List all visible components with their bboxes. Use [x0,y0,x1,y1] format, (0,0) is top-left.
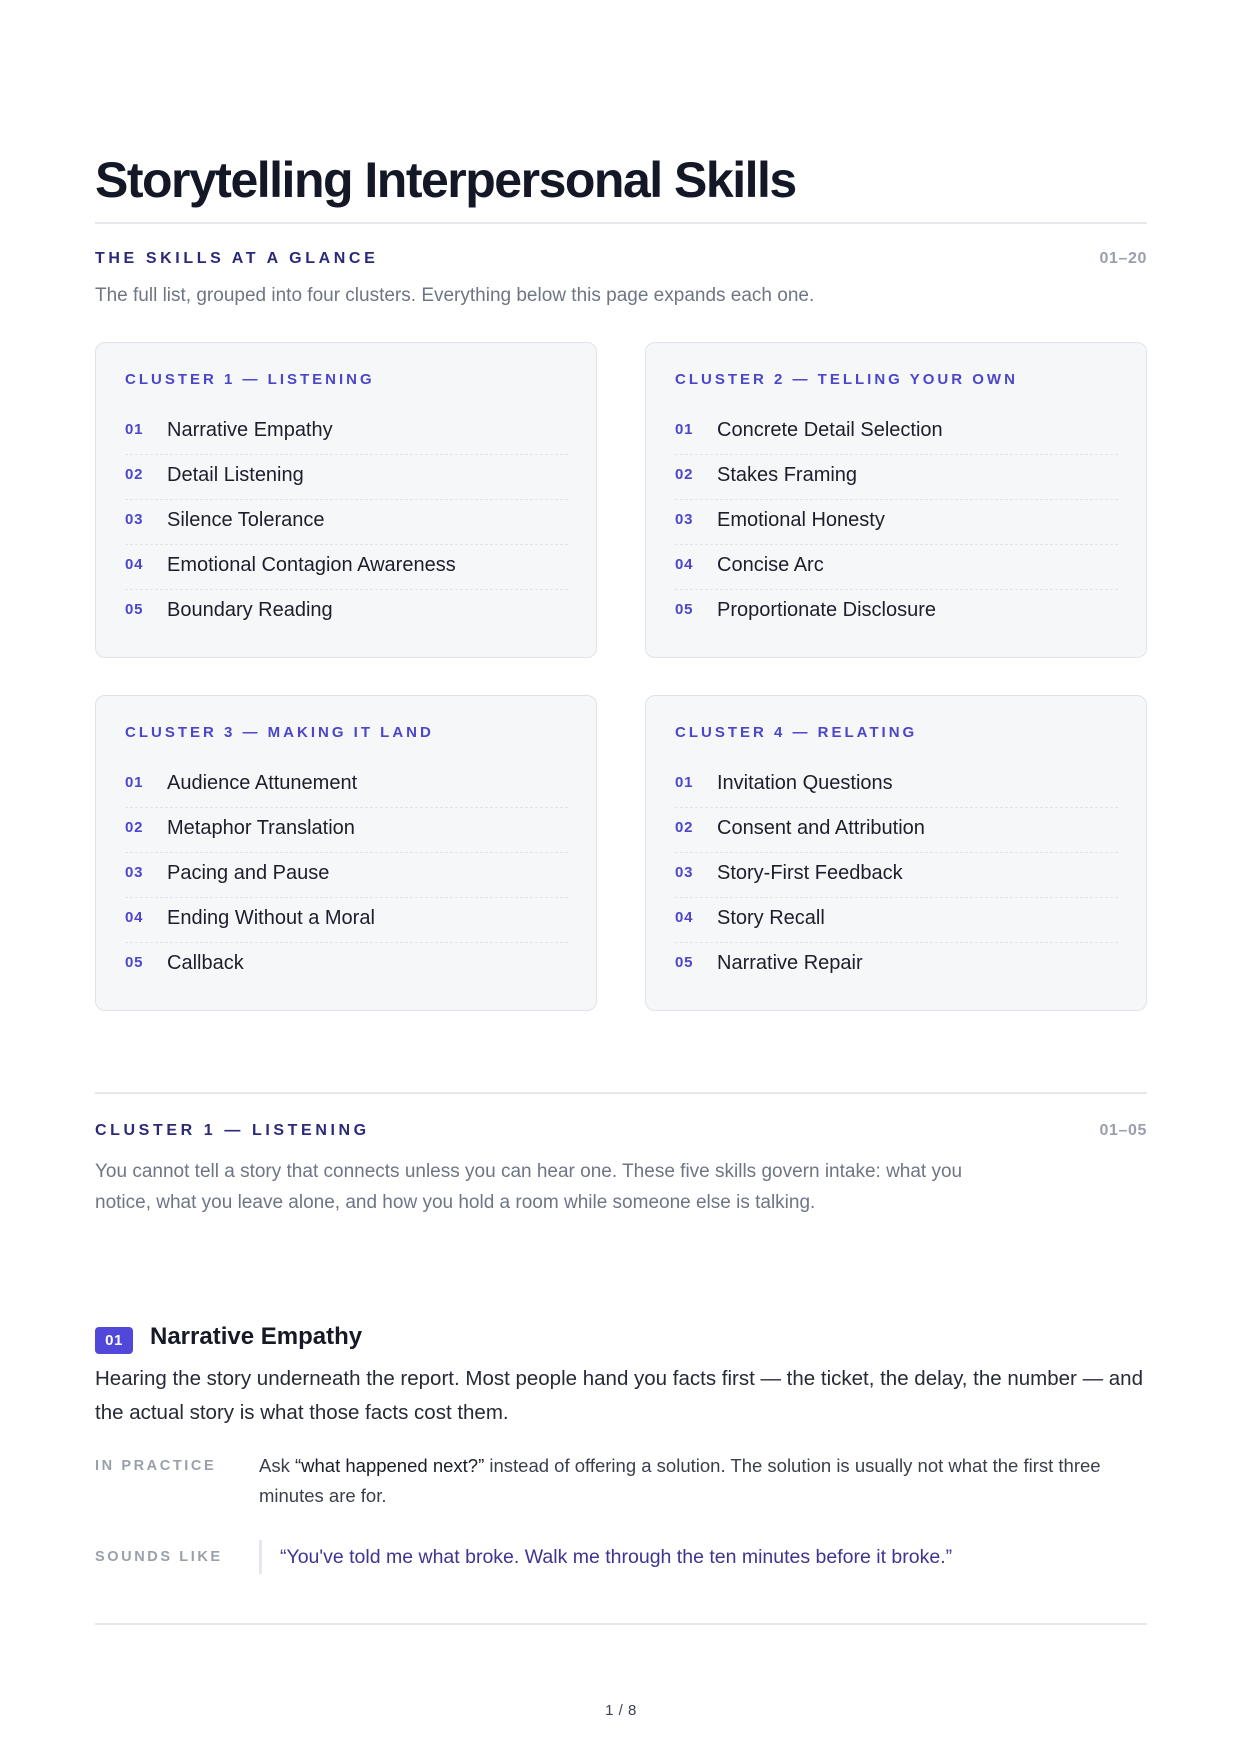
skill-number: 02 [675,466,694,483]
skill-number: 04 [125,556,144,573]
list-item [675,590,1118,635]
section-heading: CLUSTER 1 — LISTENING [95,1122,370,1139]
skill-number: 04 [675,556,694,573]
list-item [675,853,1118,898]
list-item [675,455,1118,500]
list-item [125,808,568,853]
glance-header [95,247,1147,271]
in-practice-quote: “what happened next?” [294,1455,485,1476]
skill-number-badge: 01 [95,1327,133,1354]
list-item [675,898,1118,943]
divider [95,1623,1147,1625]
page-indicator: 1 / 8 [605,1702,637,1719]
skill-number: 01 [125,774,144,791]
skill-number: 04 [125,909,144,926]
skill-name: Emotional Contagion Awareness [167,554,456,576]
skill-number: 02 [675,819,694,836]
skill-number: 03 [675,511,694,528]
cluster-label: CLUSTER 3 — MAKING IT LAND [125,724,434,741]
skill-number: 02 [125,819,144,836]
sounds-like-label: SOUNDS LIKE [95,1549,223,1565]
section-lede: The full list, grouped into four clusters. Everything below this page expands each one. [95,285,815,306]
skill-name: Metaphor Translation [167,817,355,839]
skill-name: Stakes Framing [717,464,858,486]
cluster-label: CLUSTER 1 — LISTENING [125,371,375,388]
skill-header [95,1318,1147,1358]
list-item [675,943,1118,988]
skill-name: Detail Listening [167,464,304,486]
skill-number: 03 [675,864,694,881]
skill-name: Story Recall [717,907,825,929]
skill-number: 03 [125,864,144,881]
section-range: 01–05 [1099,1122,1147,1139]
cluster-card [645,695,1147,1011]
list-item [125,545,568,590]
list-item [675,545,1118,590]
skill-name: Concise Arc [717,554,824,576]
skill-number: 05 [125,601,144,618]
skill-number: 01 [675,421,694,438]
in-practice-text [259,1451,1147,1511]
skill-list [675,410,1118,635]
skill-number: 03 [125,511,144,528]
skill-number: 02 [125,466,144,483]
skill-name: Narrative Repair [717,952,863,974]
cluster-section-header [95,1119,1147,1143]
list-item [125,763,568,808]
cluster-card [95,695,597,1011]
skill-number: 01 [125,421,144,438]
list-item [125,590,568,635]
list-item [125,500,568,545]
list-item [125,455,568,500]
skill-description: Hearing the story underneath the report. Most people hand you facts first — the ticket, the delay, the number — and the actual story is what those facts cost them. [95,1367,1143,1424]
cluster-card [95,342,597,658]
skill-number: 05 [675,601,694,618]
skill-list [125,763,568,988]
skill-number: 04 [675,909,694,926]
skill-number: 01 [675,774,694,791]
divider [95,1092,1147,1094]
list-item [675,410,1118,455]
sounds-like-quote: “You've told me what broke. Walk me through the ten minutes before it broke.” [259,1540,952,1574]
cluster-label: CLUSTER 2 — TELLING YOUR OWN [675,371,1018,388]
in-practice-label: IN PRACTICE [95,1458,217,1474]
skill-list [675,763,1118,988]
cluster-label: CLUSTER 4 — RELATING [675,724,918,741]
list-item [125,853,568,898]
skill-list [125,410,568,635]
section-lede: You cannot tell a story that connects unless you can hear one. These five skills govern intake: what you notice, what you leave alone, and how you hold a room while someone else is talking. [95,1161,963,1213]
section-heading: THE SKILLS AT A GLANCE [95,250,379,267]
skill-name: Proportionate Disclosure [717,599,936,621]
skill-name: Ending Without a Moral [167,907,375,929]
in-practice-lead: Ask [259,1455,295,1476]
skill-name: Pacing and Pause [167,862,330,884]
list-item [675,763,1118,808]
skill-name: Emotional Honesty [717,509,885,531]
list-item [125,898,568,943]
cluster-card [645,342,1147,658]
skill-number: 05 [675,954,694,971]
skill-name: Concrete Detail Selection [717,419,943,441]
skill-title: Narrative Empathy [150,1323,363,1350]
skill-name: Callback [167,952,244,974]
skill-name: Invitation Questions [717,772,893,794]
list-item [675,808,1118,853]
divider [95,222,1147,224]
skill-name: Story-First Feedback [717,862,903,884]
skill-name: Audience Attunement [167,772,358,794]
list-item [125,410,568,455]
skill-name: Boundary Reading [167,599,333,621]
in-practice-rest: instead of offering a solution. The solution is usually not what the first three minutes are for. [259,1455,1101,1506]
section-range: 01–20 [1099,250,1147,267]
document-page [95,0,1147,1756]
skill-number: 05 [125,954,144,971]
list-item [675,500,1118,545]
skill-name: Silence Tolerance [167,509,325,531]
skill-name: Narrative Empathy [167,419,333,441]
list-item [125,943,568,988]
skill-name: Consent and Attribution [717,817,925,839]
page-title: Storytelling Interpersonal Skills [95,152,796,208]
